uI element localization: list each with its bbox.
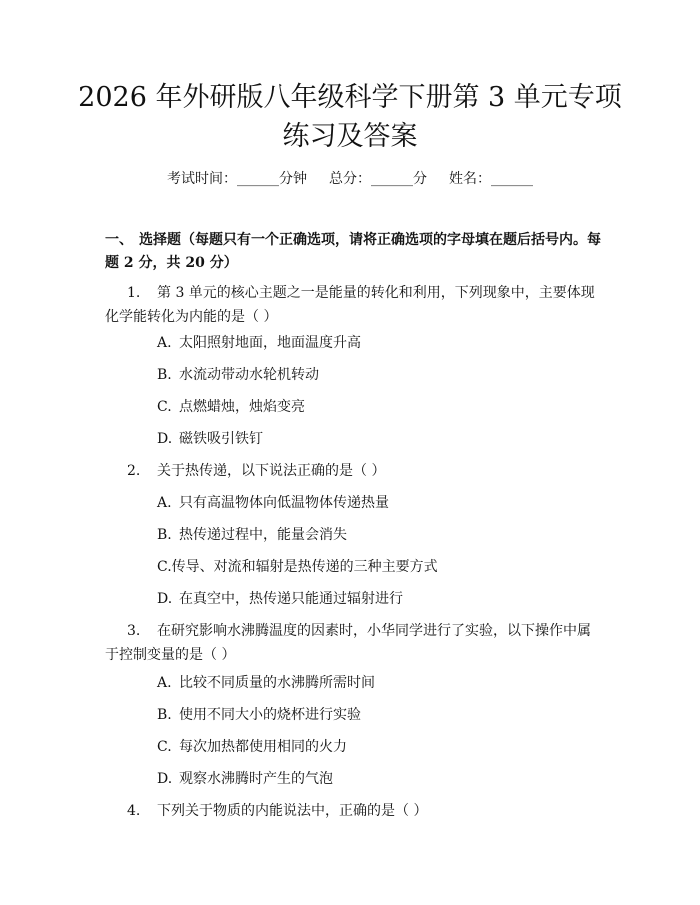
exam-time-field: 考试时间：______分钟	[167, 171, 307, 187]
option-text: 观察水沸腾时产生的气泡	[179, 771, 333, 787]
question-number: 4.	[127, 803, 141, 819]
question-1-option-a	[157, 333, 597, 353]
total-score-field: 总分：______分	[329, 171, 427, 187]
question-text: 第 3 单元的核心主题之一是能量的转化和利用，下列现象中，主要体现化学能转化为内能的是（ ）	[105, 285, 595, 325]
section-number: 一、	[105, 232, 133, 248]
option-text: 传导、对流和辐射是热传递的三种主要方式	[171, 559, 438, 575]
question-2-option-c	[157, 557, 597, 577]
question-2-option-b	[157, 525, 597, 545]
option-letter: C.	[157, 739, 172, 755]
option-letter: B.	[157, 527, 172, 543]
option-text: 热传递过程中，能量会消失	[179, 527, 347, 543]
option-letter: A.	[157, 495, 172, 511]
title-line-1: 2026 年外研版八年级科学下册第 3 单元专项	[78, 82, 622, 113]
question-3	[105, 619, 600, 667]
question-text: 下列关于物质的内能说法中，正确的是（ ）	[157, 803, 428, 819]
option-text: 使用不同大小的烧杯进行实验	[179, 707, 361, 723]
option-text: 水流动带动水轮机转动	[179, 367, 319, 383]
option-letter: B.	[157, 707, 172, 723]
document-title	[60, 78, 640, 156]
option-letter: C.	[157, 559, 172, 575]
option-text: 比较不同质量的水沸腾所需时间	[179, 675, 375, 691]
option-text: 在真空中，热传递只能通过辐射进行	[179, 591, 403, 607]
question-number: 3.	[127, 623, 141, 639]
section-instructions: 选择题（每题只有一个正确选项，请将正确选项的字母填在题后括号内。每题 2 分，共 20 分）	[105, 232, 601, 271]
exam-meta	[0, 169, 700, 189]
question-text: 在研究影响水沸腾温度的因素时，小华同学进行了实验，以下操作中属于控制变量的是（ ）	[105, 623, 591, 663]
question-1	[105, 281, 600, 329]
option-text: 磁铁吸引铁钉	[179, 431, 263, 447]
question-3-option-d	[157, 769, 597, 789]
option-letter: C.	[157, 399, 172, 415]
option-text: 每次加热都使用相同的火力	[179, 739, 347, 755]
option-letter: D.	[157, 591, 173, 607]
question-3-option-b	[157, 705, 597, 725]
section-heading	[105, 229, 605, 275]
question-text: 关于热传递，以下说法正确的是（ ）	[157, 463, 386, 479]
option-letter: A.	[157, 335, 172, 351]
question-2	[105, 459, 600, 483]
question-number: 2.	[127, 463, 141, 479]
title-line-2: 练习及答案	[282, 121, 418, 152]
option-letter: A.	[157, 675, 172, 691]
question-2-option-a	[157, 493, 597, 513]
question-1-option-d	[157, 429, 597, 449]
name-field: 姓名：______	[449, 171, 533, 187]
question-1-option-c	[157, 397, 597, 417]
option-text: 只有高温物体向低温物体传递热量	[179, 495, 389, 511]
question-2-option-d	[157, 589, 597, 609]
question-1-option-b	[157, 365, 597, 385]
option-text: 点燃蜡烛，烛焰变亮	[179, 399, 305, 415]
question-4	[105, 799, 600, 823]
option-letter: B.	[157, 367, 172, 383]
option-letter: D.	[157, 771, 173, 787]
question-3-option-a	[157, 673, 597, 693]
option-letter: D.	[157, 431, 173, 447]
question-number: 1.	[127, 285, 141, 301]
option-text: 太阳照射地面，地面温度升高	[179, 335, 361, 351]
question-3-option-c	[157, 737, 597, 757]
